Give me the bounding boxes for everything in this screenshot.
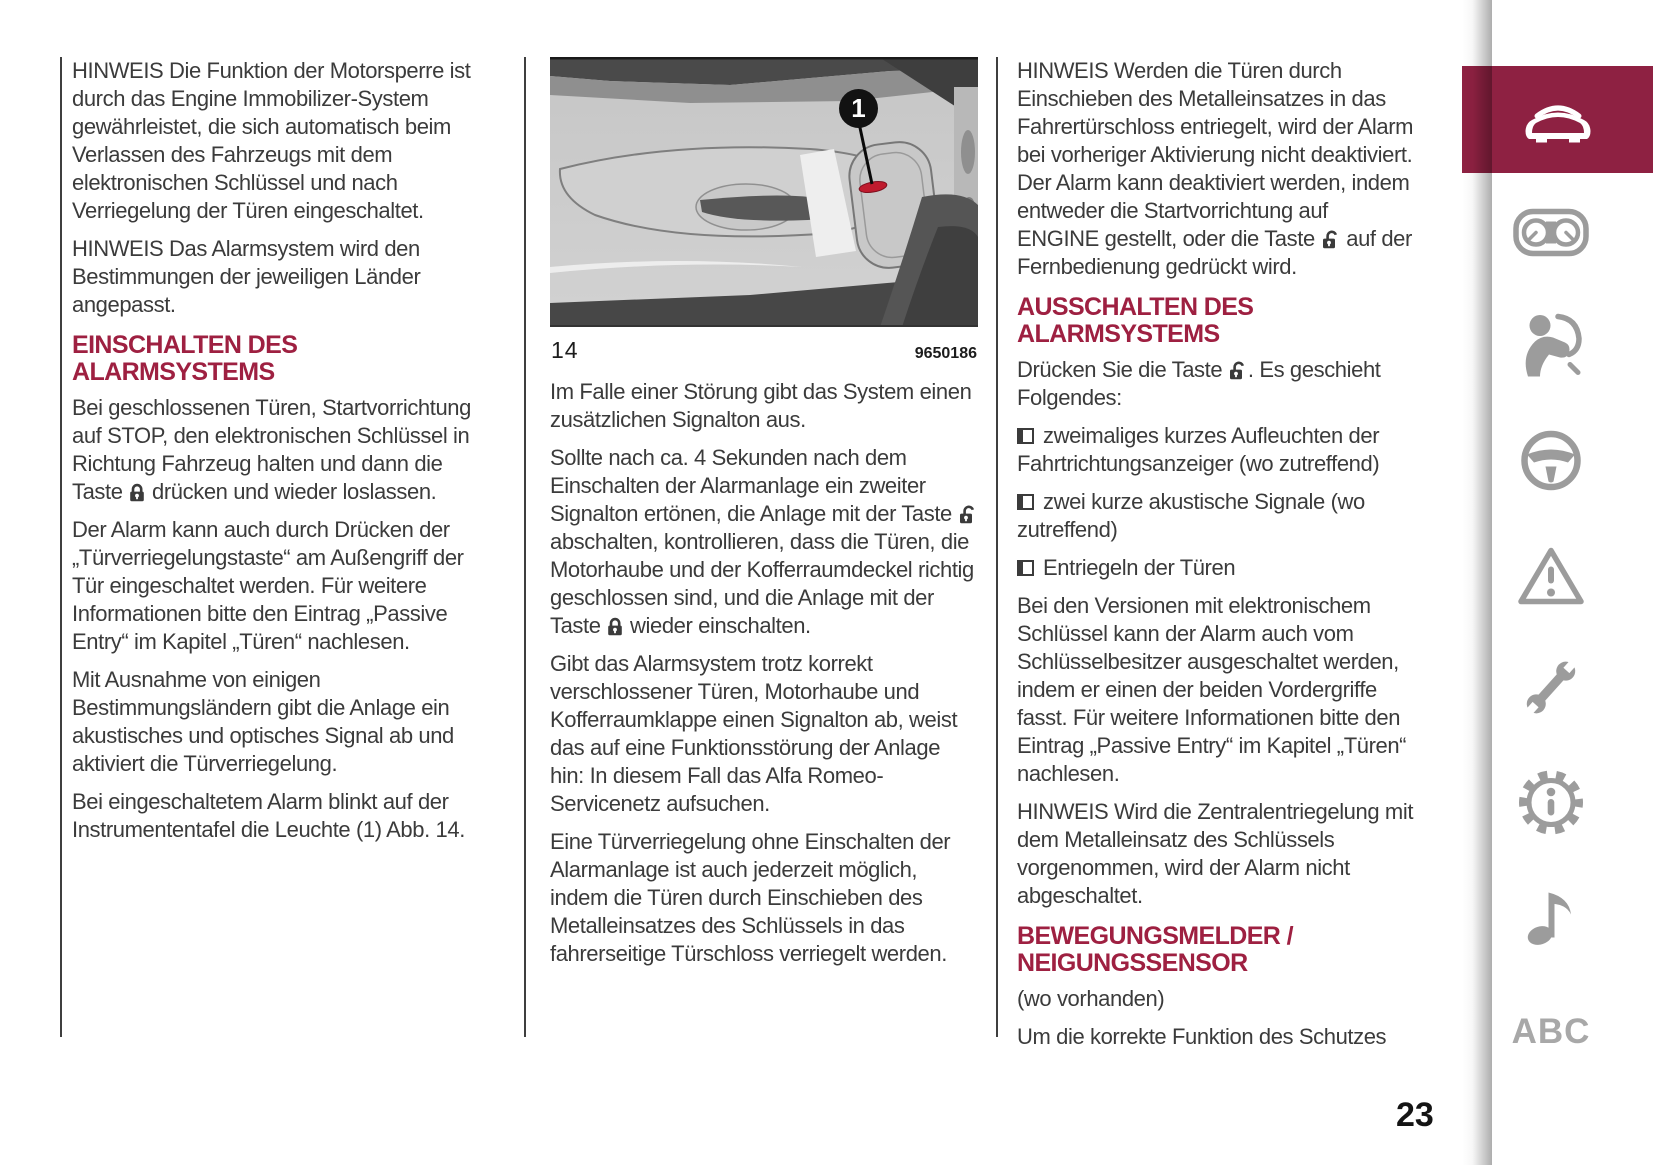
dashboard-gauges-icon: [1512, 209, 1590, 257]
door-panel-figure: [550, 57, 978, 327]
bullet-item: Entriegeln der Türen: [1017, 554, 1415, 582]
middle-column: [550, 378, 978, 968]
paragraph: HINWEIS Werden die Türen durch Einschieben des Metalleinsatzes in das Fahrertürschloss entriegelt, wird der Alarm bei vorheriger Aktivierung nicht deaktiviert. Der Alarm kann deaktiviert werden, indem entweder die Startvorrichtung auf ENGINE gestellt, oder die Taste auf der Fernbedienung gedrückt wird.: [1017, 58, 1414, 279]
lock-closed-icon: [607, 617, 623, 636]
left-column: [72, 57, 476, 854]
bullet-item: zwei kurze akustische Signale (wo zutreffend): [1017, 489, 1365, 542]
sidebar-tab-multimedia[interactable]: [1525, 884, 1577, 953]
sidebar-tab-index[interactable]: ABC: [1511, 1012, 1591, 1051]
bullet-square-icon: [1017, 560, 1034, 576]
airbag-person-icon: [1519, 313, 1583, 379]
figure-callout-1: 1: [839, 89, 878, 128]
sidebar-tab-driving[interactable]: [1519, 429, 1583, 498]
lock-open-icon: [959, 505, 977, 524]
paragraph: HINWEIS Die Funktion der Motorsperre ist durch das Engine Immobilizer-System gewährleistet, die sich automatisch beim Verlassen des Fahrzeugs mit dem elektronischen Schlüssel und nach Verriegelung der Türen eingeschaltet.: [72, 58, 471, 223]
paragraph: Bei den Versionen mit elektronischem Schlüssel kann der Alarm auch vom Schlüsselbesitzer ausgeschaltet werden, indem er einen der beiden Vordergriffe fasst. Für weitere Informationen bitte den Eintrag „Passive Entry“ im Kapitel „Türen“ nachlesen.: [1017, 593, 1407, 786]
figure-number: 14: [551, 337, 579, 363]
paragraph: Eine Türverriegelung ohne Einschalten der Alarmanlage ist auch jederzeit möglich, indem die Türen durch Einschieben des Metalleinsatzes des Schlüssels in das fahrerseitige Türschloss verriegelt werden.: [550, 829, 951, 966]
column-divider-1: [524, 57, 526, 1037]
info-gear-icon: [1514, 766, 1588, 840]
paragraph: Drücken Sie die Taste . Es geschieht Folgendes:: [1017, 357, 1381, 410]
paragraph: Um die korrekte Funktion des Schutzes: [1017, 1024, 1387, 1049]
section-heading: BEWEGUNGSMELDER / NEIGUNGSSENSOR: [1017, 922, 1293, 977]
lock-open-icon: [1229, 361, 1247, 380]
paragraph: Bei eingeschaltetem Alarm blinkt auf der Instrumententafel die Leuchte (1) Abb. 14.: [72, 789, 465, 842]
paragraph: Bei geschlossenen Türen, Startvorrichtung auf STOP, den elektronischen Schlüssel in Richtung Fahrzeug halten und dann die Taste drücken und wieder loslassen.: [72, 395, 471, 504]
paragraph: Der Alarm kann auch durch Drücken der „Türverriegelungstaste“ am Außengriff der Tür eingeschaltet werden. Für weitere Informationen bitte den Eintrag „Passive Entry“ im Kapitel „Türen“ nachlesen.: [72, 517, 464, 654]
wrench-icon: [1518, 655, 1584, 721]
left-margin-rule: [60, 57, 62, 1037]
paragraph: Gibt das Alarmsystem trotz korrekt verschlossener Türen, Motorhaube und Kofferraumklappe einen Signalton ab, weist das auf eine Funktionsstörung der Anlage hin: In diesem Fall das Alfa Romeo-Servicenetz aufsuchen.: [550, 651, 958, 816]
figure-code: 9650186: [914, 345, 977, 362]
sidebar-tab-safety[interactable]: [1519, 313, 1583, 384]
paragraph: Mit Ausnahme von einigen Bestimmungsländern gibt die Anlage ein akustisches und optisches Signal ab und aktiviert die Türverriegelung.: [72, 667, 454, 776]
section-heading: AUSSCHALTEN DES ALARMSYSTEMS: [1017, 293, 1254, 348]
paragraph: HINWEIS Wird die Zentralentriegelung mit dem Metalleinsatz des Schlüssels vorgenommen, wird der Alarm nicht abgeschaltet.: [1017, 799, 1414, 908]
page-number: 23: [1396, 1096, 1434, 1134]
sidebar-tab-dashboard[interactable]: [1512, 209, 1590, 262]
sidebar-tab-technical-info[interactable]: [1514, 766, 1588, 845]
paragraph: Im Falle einer Störung gibt das System einen zusätzlichen Signalton aus.: [550, 379, 972, 432]
bullet-item: zweimaliges kurzes Aufleuchten der Fahrtrichtungsanzeiger (wo zutreffend): [1017, 423, 1380, 476]
sidebar-tab-warnings[interactable]: [1517, 545, 1585, 612]
bullet-square-icon: [1017, 428, 1034, 444]
bullet-square-icon: [1017, 494, 1034, 510]
paragraph: HINWEIS Das Alarmsystem wird den Bestimmungen der jeweiligen Länder angepasst.: [72, 236, 421, 317]
lock-closed-icon: [129, 483, 145, 502]
paragraph: Sollte nach ca. 4 Sekunden nach dem Einschalten der Alarmanlage ein zweiter Signalton ertönen, die Anlage mit der Taste abschalten, kontrollieren, dass die Türen, die Motorhaube und der Kofferraumdeckel richtig geschlossen sind, und die Anlage mit der Taste wieder einschalten.: [550, 444, 978, 640]
warning-triangle-icon: [1517, 545, 1585, 607]
figure-caption: [550, 337, 978, 364]
sidebar-tab-maintenance[interactable]: [1518, 655, 1584, 726]
section-heading: EINSCHALTEN DES ALARMSYSTEMS: [72, 331, 298, 386]
right-column: [1017, 57, 1415, 1061]
page-edge-shadow: [1462, 0, 1492, 1165]
steering-wheel-icon: [1519, 429, 1583, 493]
paragraph: (wo vorhanden): [1017, 986, 1165, 1011]
car-icon: [1524, 95, 1592, 145]
music-note-icon: [1525, 884, 1577, 948]
column-divider-2: [996, 57, 998, 1037]
lock-open-icon: [1322, 230, 1340, 249]
figure-block: [550, 57, 978, 978]
